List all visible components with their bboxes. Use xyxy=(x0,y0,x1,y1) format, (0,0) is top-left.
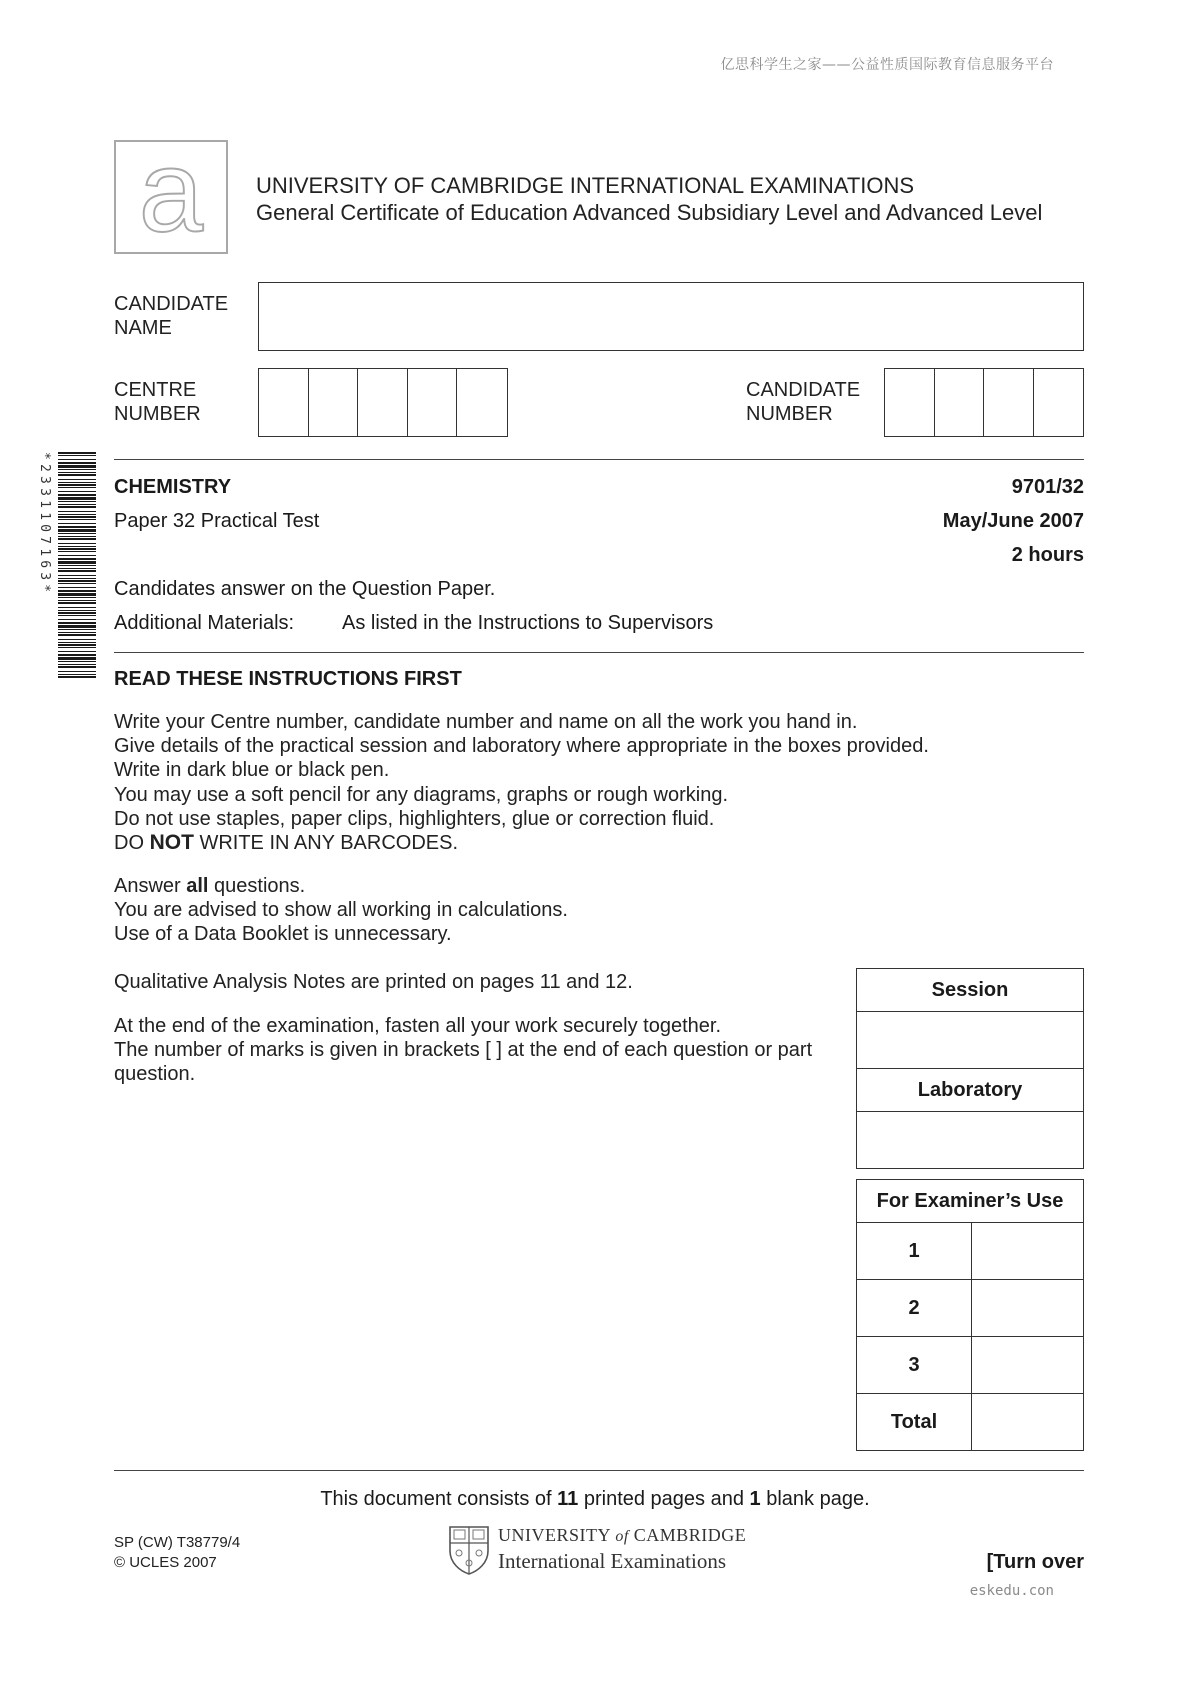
answer-all-post: questions. xyxy=(208,875,306,897)
centre-number-field[interactable] xyxy=(258,368,508,437)
exam-session: May/June 2007 xyxy=(942,510,1084,532)
candidate-digit-box[interactable] xyxy=(984,369,1034,436)
session-box xyxy=(856,968,1084,1169)
examiner-use-box xyxy=(856,1179,1084,1451)
examiner-mark-cell[interactable] xyxy=(972,1280,1084,1337)
instruction-line: Use of a Data Booklet is unnecessary. xyxy=(114,923,452,946)
cambridge-logo xyxy=(448,1523,748,1579)
exam-duration: 2 hours xyxy=(1011,544,1084,566)
page-count xyxy=(0,1487,1190,1511)
materials-label: Additional Materials: xyxy=(114,612,295,634)
instruction-line: Do not use staples, paper clips, highlighters, glue or correction fluid. xyxy=(114,807,715,830)
laboratory-label: Laboratory xyxy=(857,1069,1084,1112)
instruction-line: Write in dark blue or black pen. xyxy=(114,759,390,782)
letter-a-logo-icon xyxy=(116,142,226,252)
watermark-bottom: eskedu.con xyxy=(969,1583,1054,1599)
instruction-line: question. xyxy=(114,1063,196,1086)
candidate-name-label-line1: CANDIDATE xyxy=(114,293,229,315)
qualification-subtitle: General Certificate of Education Advanced Subsidiary Level and Advanced Level xyxy=(256,200,1043,225)
candidate-number-label-line1: CANDIDATE xyxy=(746,379,861,401)
cambridge-logo-cambridge: CAMBRIDGE xyxy=(633,1525,747,1545)
instruction-line: You may use a soft pencil for any diagrams, graphs or rough working. xyxy=(114,783,729,806)
centre-number-label-line2: NUMBER xyxy=(114,403,201,425)
instructions-block-2 xyxy=(114,874,568,947)
divider-footer xyxy=(114,1470,1084,1471)
instruction-line: Give details of the practical session and laboratory where appropriate in the boxes provided. xyxy=(114,735,929,758)
cie-logo xyxy=(114,140,228,254)
university-title: UNIVERSITY OF CAMBRIDGE INTERNATIONAL EXAMINATIONS xyxy=(256,173,915,198)
candidate-number-label xyxy=(746,378,860,426)
divider-mid xyxy=(114,652,1084,653)
instruction-line: Write your Centre number, candidate number and name on all the work you hand in. xyxy=(114,711,858,733)
exam-code: 9701/32 xyxy=(1011,476,1084,498)
barcode-warning-bold: NOT xyxy=(149,831,194,855)
examiner-row-label: Total xyxy=(857,1394,972,1451)
centre-digit-box[interactable] xyxy=(408,369,458,436)
instruction-line: The number of marks is given in brackets [ ] at the end of each question or part xyxy=(114,1039,813,1062)
cambridge-logo-line2: International Examinations xyxy=(498,1549,727,1573)
centre-number-label-line1: CENTRE xyxy=(114,379,197,401)
printed-pages-count: 11 xyxy=(557,1488,579,1510)
examiner-row-label: 3 xyxy=(857,1337,972,1394)
materials-value: As listed in the Instructions to Supervisors xyxy=(342,612,714,634)
examiner-mark-cell[interactable] xyxy=(972,1223,1084,1280)
cambridge-logo-line1 xyxy=(498,1525,746,1546)
centre-digit-box[interactable] xyxy=(457,369,507,436)
examiner-mark-cell[interactable] xyxy=(972,1394,1084,1451)
centre-digit-box[interactable] xyxy=(309,369,359,436)
watermark-top: 亿思科学生之家——公益性质国际教育信息服务平台 xyxy=(720,57,1054,73)
candidate-name-label-line2: NAME xyxy=(114,317,172,339)
instruction-line: At the end of the examination, fasten all your work securely together. xyxy=(114,1015,722,1037)
barcode-warning-pre: DO xyxy=(114,832,150,855)
examiner-use-title: For Examiner’s Use xyxy=(857,1180,1084,1223)
barcode xyxy=(38,452,98,678)
cambridge-crest-icon xyxy=(448,1525,490,1575)
cambridge-logo-university: UNIVERSITY xyxy=(498,1525,611,1545)
cambridge-logo-of: of xyxy=(615,1528,629,1545)
laboratory-input[interactable] xyxy=(857,1112,1084,1169)
qualitative-notes: Qualitative Analysis Notes are printed on pages 11 and 12. xyxy=(114,971,633,993)
paper-reference: SP (CW) T38779/4 xyxy=(114,1534,241,1551)
instruction-line: You are advised to show all working in calculations. xyxy=(114,899,568,922)
answer-all-pre: Answer xyxy=(114,875,187,897)
blank-pages-count: 1 xyxy=(749,1488,761,1510)
instructions-heading: READ THESE INSTRUCTIONS FIRST xyxy=(114,668,462,690)
centre-digit-box[interactable] xyxy=(259,369,309,436)
examiner-row-label: 2 xyxy=(857,1280,972,1337)
page-count-mid: printed pages and xyxy=(578,1488,750,1510)
turn-over: [Turn over xyxy=(986,1551,1084,1573)
page-count-pre: This document consists of xyxy=(320,1488,558,1510)
copyright: © UCLES 2007 xyxy=(114,1554,217,1571)
session-label: Session xyxy=(857,969,1084,1012)
answer-all-bold: all xyxy=(186,875,209,897)
answer-all xyxy=(114,874,568,898)
candidate-digit-box[interactable] xyxy=(885,369,935,436)
page-count-post: blank page. xyxy=(760,1488,870,1510)
subject: CHEMISTRY xyxy=(114,476,232,498)
candidate-number-field[interactable] xyxy=(884,368,1084,437)
session-input[interactable] xyxy=(857,1012,1084,1069)
answer-on-paper: Candidates answer on the Question Paper. xyxy=(114,578,496,600)
candidate-digit-box[interactable] xyxy=(1034,369,1084,436)
barcode-warning xyxy=(114,831,929,855)
divider-top xyxy=(114,459,1084,460)
candidate-digit-box[interactable] xyxy=(935,369,985,436)
instructions-block-3 xyxy=(114,1014,844,1087)
candidate-number-label-line2: NUMBER xyxy=(746,403,833,425)
candidate-name-field[interactable] xyxy=(258,282,1084,351)
instructions-block-1 xyxy=(114,710,929,855)
barcode-warning-post: WRITE IN ANY BARCODES. xyxy=(193,832,459,855)
candidate-name-label xyxy=(114,292,228,340)
logo-letter: a xyxy=(138,142,204,252)
barcode-text: *2331107163* xyxy=(37,452,52,597)
centre-digit-box[interactable] xyxy=(358,369,408,436)
centre-number-label xyxy=(114,378,201,426)
paper-title: Paper 32 Practical Test xyxy=(114,510,320,532)
examiner-row-label: 1 xyxy=(857,1223,972,1280)
examiner-mark-cell[interactable] xyxy=(972,1337,1084,1394)
